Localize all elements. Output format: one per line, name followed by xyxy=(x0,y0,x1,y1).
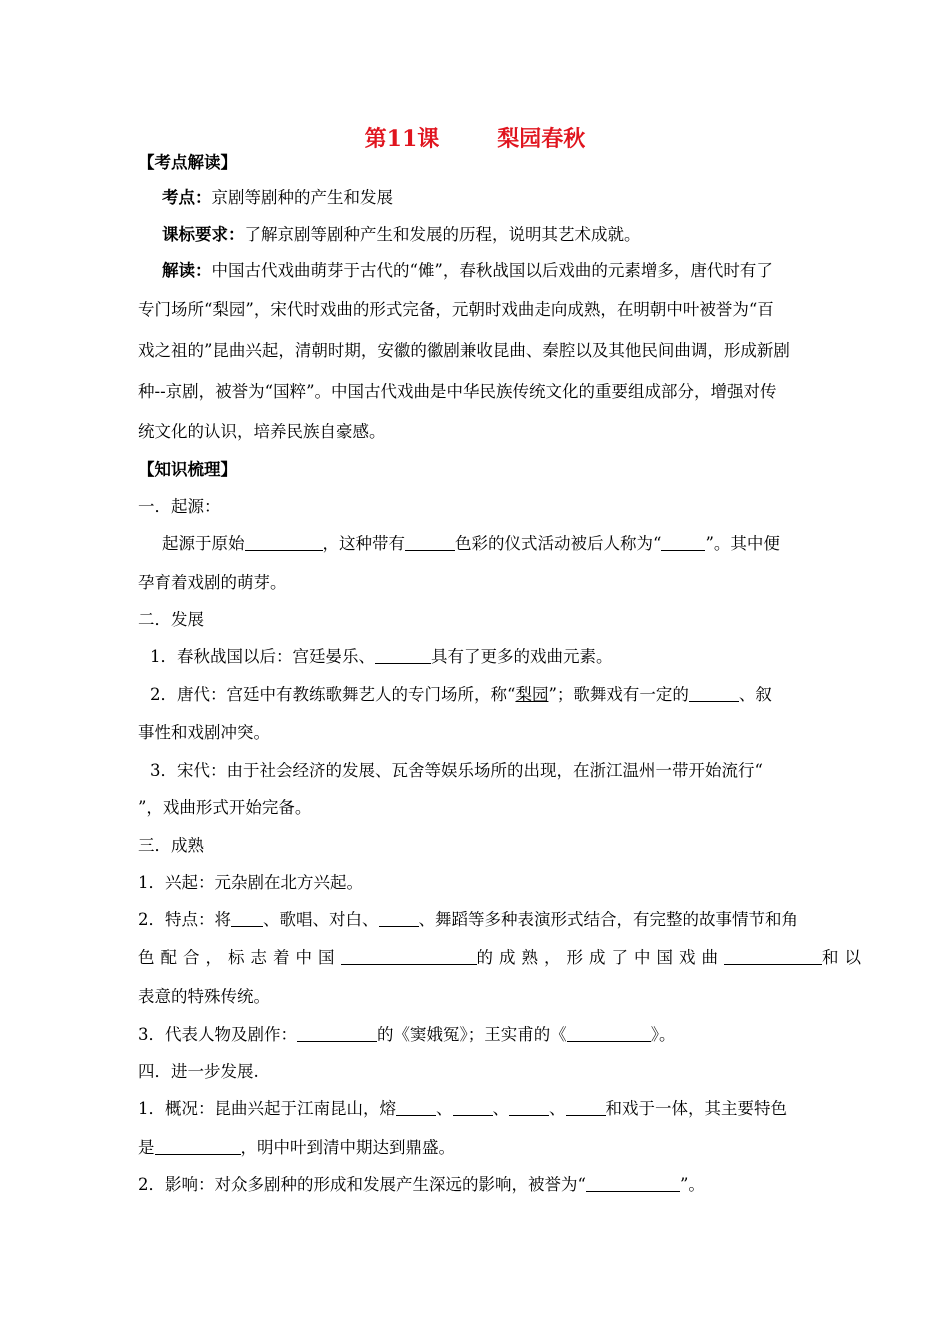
kebiao-label: 课标要求： xyxy=(162,225,245,244)
maturity-item-1: 1．兴起：元杂剧在北方兴起。 xyxy=(138,873,363,892)
jiedu-text-1: 中国古代戏曲萌芽于古代的“傩”，春秋战国以后戏曲的元素增多，唐代时有了 xyxy=(211,261,773,280)
jiedu-line-3: 戏之祖的”昆曲兴起，清朝时期，安徽的徽剧兼收昆曲、秦腔以及其他民间曲调，形成新剧 xyxy=(138,341,790,360)
kebiao-line xyxy=(162,224,641,246)
maturity-item-2-cont: 色配合，标志着中国 的成熟，形成了中国戏曲 和以 xyxy=(138,948,867,967)
fill-blank[interactable] xyxy=(341,948,477,965)
fill-blank[interactable] xyxy=(245,534,323,551)
kaodian-text: 京剧等剧种的产生和发展 xyxy=(211,188,393,207)
maturity-item-2-end: 表意的特殊传统。 xyxy=(138,987,270,1006)
fill-blank[interactable] xyxy=(379,910,419,927)
development-heading: 二．发展 xyxy=(138,610,204,629)
further-item-1-cont: 是 ，明中叶到清中期达到鼎盛。 xyxy=(138,1138,455,1157)
jiedu-line-2: 专门场所“梨园”，宋代时戏曲的形式完备，元朝时戏曲走向成熟，在明朝中叶被誉为“百 xyxy=(138,300,774,319)
fill-blank[interactable] xyxy=(453,1099,493,1116)
fill-blank[interactable] xyxy=(689,685,739,702)
fill-blank[interactable] xyxy=(567,1025,651,1042)
jiedu-line-5: 统文化的认识，培养民族自豪感。 xyxy=(138,422,386,441)
fill-blank[interactable] xyxy=(405,534,455,551)
fill-blank[interactable] xyxy=(509,1099,549,1116)
lesson-number: 第11课 xyxy=(364,126,440,152)
dev-item-3-cont: ”，戏曲形式开始完备。 xyxy=(138,798,312,817)
fill-blank[interactable] xyxy=(724,948,822,965)
kaodian-line xyxy=(162,187,393,209)
maturity-heading: 三．成熟 xyxy=(138,836,204,855)
further-item-2: 2．影响：对众多剧种的形成和发展产生深远的影响，被誉为“ ”。 xyxy=(138,1175,705,1194)
fill-blank[interactable] xyxy=(155,1138,241,1155)
fill-blank[interactable] xyxy=(661,534,705,551)
dev-item-2-cont: 事性和戏剧冲突。 xyxy=(138,723,270,742)
section-heading-kaodian: 【考点解读】 xyxy=(138,153,237,172)
fill-blank[interactable] xyxy=(231,910,263,927)
fill-blank[interactable] xyxy=(375,647,431,664)
jiedu-line-4: 种--京剧，被誉为“国粹”。中国古代戏曲是中华民族传统文化的重要组成部分，增强对传 xyxy=(138,382,777,401)
section-heading-zhishi: 【知识梳理】 xyxy=(138,460,237,479)
maturity-item-2: 2．特点：将 、歌唱、对白、 、舞蹈等多种表演形式结合，有完整的故事情节和角 xyxy=(138,910,798,929)
fill-blank[interactable] xyxy=(297,1025,377,1042)
origin-line-1: 起源于原始 ，这种带有 色彩的仪式活动被后人称为“ ”。其中便 xyxy=(162,534,780,553)
origin-heading: 一．起源： xyxy=(138,497,221,516)
fill-blank[interactable] xyxy=(396,1099,436,1116)
lesson-name: 梨园春秋 xyxy=(497,126,586,152)
kebiao-text: 了解京剧等剧种产生和发展的历程，说明其艺术成就。 xyxy=(244,225,641,244)
fill-blank[interactable] xyxy=(586,1175,680,1192)
further-item-1: 1．概况：昆曲兴起于江南昆山，熔 、 、 、 和戏于一体，其主要特色 xyxy=(138,1099,787,1118)
dev-item-3: 3．宋代：由于社会经济的发展、瓦舍等娱乐场所的出现，在浙江温州一带开始流行“ xyxy=(150,761,763,780)
lesson-title xyxy=(0,125,950,153)
fill-blank[interactable] xyxy=(566,1099,606,1116)
dev-item-1: 1．春秋战国以后：宫廷晏乐、 具有了更多的戏曲元素。 xyxy=(150,647,613,666)
liyuan-term: 梨园 xyxy=(515,685,549,704)
jiedu-label: 解读： xyxy=(162,261,212,280)
kaodian-label: 考点： xyxy=(162,188,212,207)
origin-line-2: 孕育着戏剧的萌芽。 xyxy=(138,573,287,592)
jiedu-line-1 xyxy=(162,260,773,282)
further-heading: 四．进一步发展. xyxy=(138,1062,259,1081)
dev-item-2: 2．唐代：宫廷中有教练歌舞艺人的专门场所，称“梨园”；歌舞戏有一定的 、叙 xyxy=(150,685,772,704)
maturity-item-3: 3．代表人物及剧作： 的《窦娥冤》；王实甫的《 》。 xyxy=(138,1025,676,1044)
